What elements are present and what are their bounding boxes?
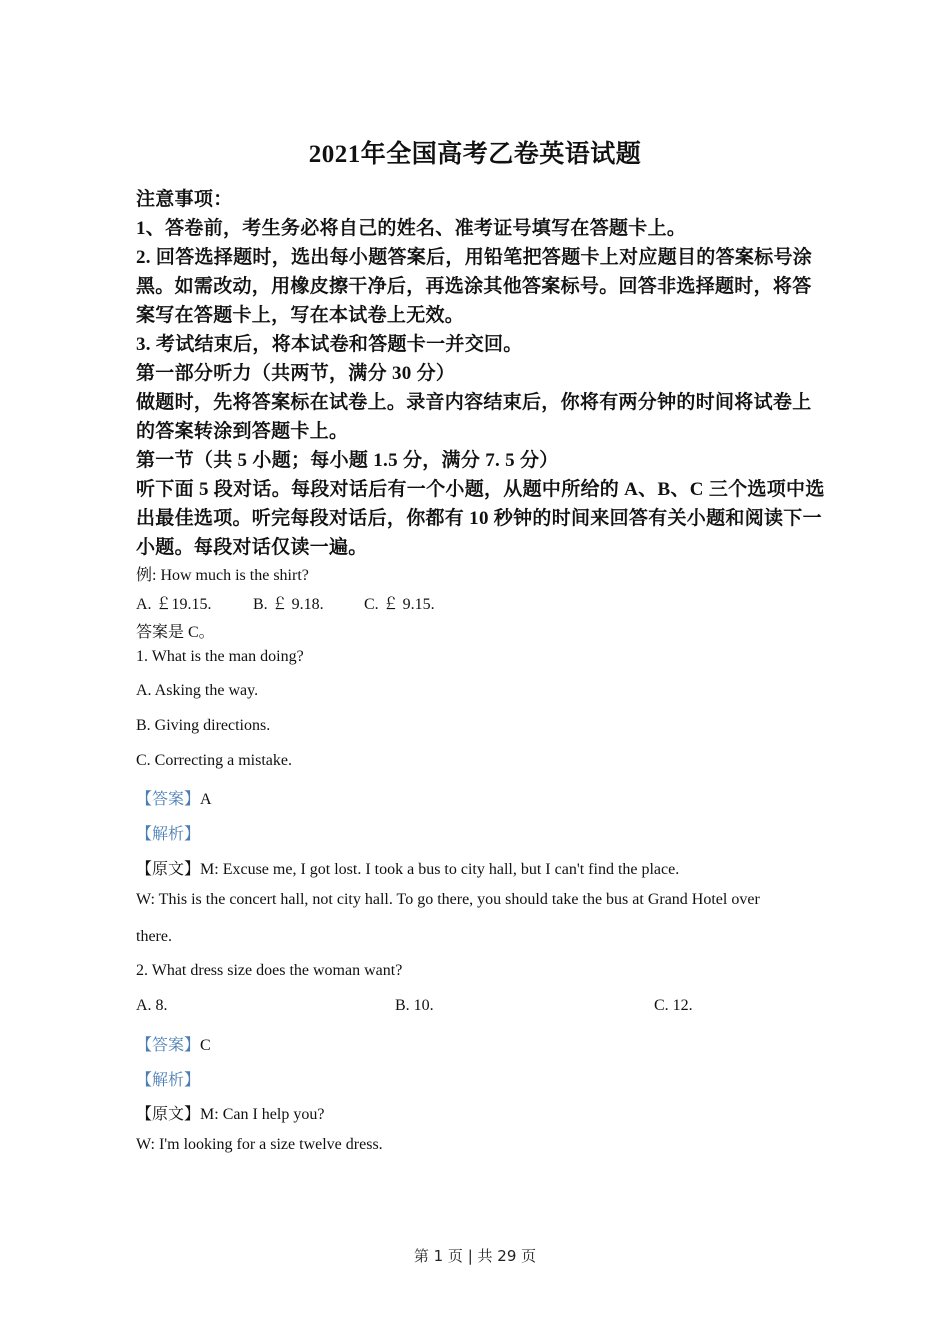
part1-desc-a: 做题时，先将答案标在试卷上。录音内容结束后，你将有两分钟的时间将试卷上 <box>136 392 812 413</box>
source-text: M: Can I help you? <box>200 1106 325 1123</box>
q1-analysis-tag: 【解析】 <box>136 826 201 843</box>
q2-question: 2. What dress size does the woman want? <box>136 962 403 979</box>
source-tag: 【原文】 <box>136 861 201 878</box>
page-footer: 第 1 页 | 共 29 页 <box>413 1247 537 1265</box>
q2-option-a: A. 8. <box>136 997 168 1014</box>
notice-line-2c: 案写在答题卡上，写在本试卷上无效。 <box>136 305 465 326</box>
notice-line-2a: 2. 回答选择题时，选出每小题答案后，用铅笔把答题卡上对应题目的答案标号涂 <box>136 247 813 268</box>
q1-source-line-1 <box>136 856 679 879</box>
answer-value: A <box>200 791 212 808</box>
part1-desc-b: 的答案转涂到答题卡上。 <box>136 421 349 442</box>
q1-source-line-3: there. <box>136 928 172 945</box>
notice-line-3: 3. 考试结束后，将本试卷和答题卡一并交回。 <box>136 334 523 355</box>
q1-option-a: A. Asking the way. <box>136 682 259 699</box>
q2-source-line-1 <box>136 1101 324 1124</box>
answer-tag: 【答案】 <box>136 791 201 808</box>
source-tag: 【原文】 <box>136 1106 201 1123</box>
q2-option-b: B. 10. <box>395 997 434 1014</box>
q1-question: 1. What is the man doing? <box>136 648 304 665</box>
q1-option-b: B. Giving directions. <box>136 717 271 734</box>
section1-heading: 第一节（共 5 小题；每小题 1.5 分，满分 7. 5 分） <box>136 450 559 471</box>
q2-answer <box>136 1032 211 1055</box>
answer-value: C <box>200 1037 211 1054</box>
example-option-b: B. ￡ 9.18. <box>253 596 324 613</box>
example-question: 例: How much is the shirt? <box>136 567 309 584</box>
example-option-c: C. ￡ 9.15. <box>364 596 435 613</box>
q1-source-line-2: W: This is the concert hall, not city hall. To go there, you should take the bus at Grand Hotel over <box>136 891 760 908</box>
section1-desc-b: 出最佳选项。听完每段对话后，你都有 10 秒钟的时间来回答有关小题和阅读下一 <box>136 508 822 529</box>
example-answer: 答案是 C。 <box>136 624 215 641</box>
q2-option-c: C. 12. <box>654 997 693 1014</box>
source-text: M: Excuse me, I got lost. I took a bus to city hall, but I can't find the place. <box>200 861 680 878</box>
section1-desc-c: 小题。每段对话仅读一遍。 <box>136 537 368 558</box>
q2-source-line-2: W: I'm looking for a size twelve dress. <box>136 1136 383 1153</box>
q2-analysis-tag: 【解析】 <box>136 1072 201 1089</box>
example-option-a: A. ￡19.15. <box>136 596 212 613</box>
answer-tag: 【答案】 <box>136 1037 201 1054</box>
notice-heading: 注意事项： <box>136 189 233 210</box>
page-title: 2021年全国高考乙卷英语试题 <box>308 141 642 168</box>
q1-answer <box>136 786 212 809</box>
part1-heading: 第一部分听力（共两节，满分 30 分） <box>136 363 456 384</box>
notice-line-1: 1、答卷前，考生务必将自己的姓名、准考证号填写在答题卡上。 <box>136 218 687 239</box>
notice-line-2b: 黑。如需改动，用橡皮擦干净后，再选涂其他答案标号。回答非选择题时，将答 <box>136 276 812 297</box>
section1-desc-a: 听下面 5 段对话。每段对话后有一个小题，从题中所给的 A、B、C 三个选项中选 <box>136 479 825 500</box>
q1-option-c: C. Correcting a mistake. <box>136 752 292 769</box>
